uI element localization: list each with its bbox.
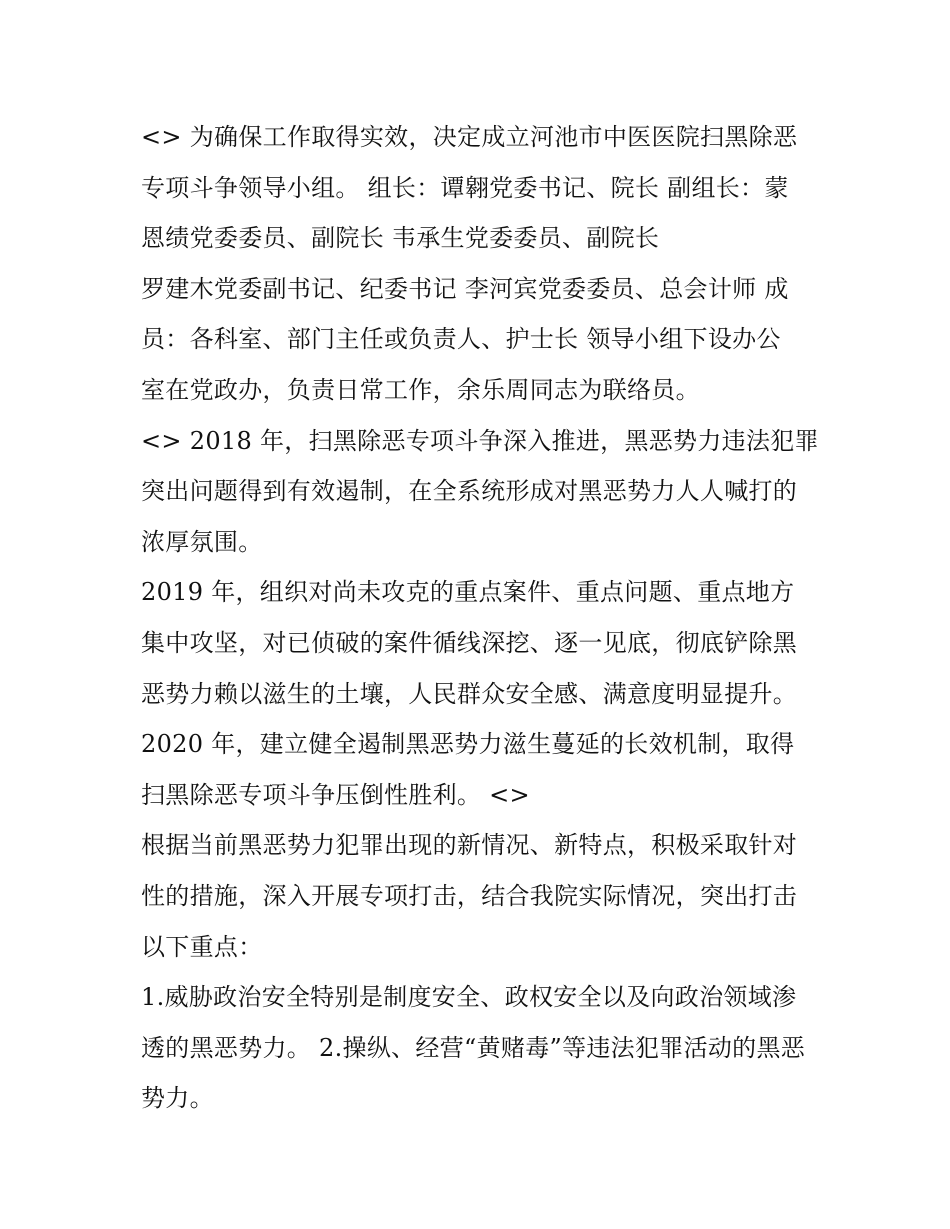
text-line: 恩绩党委委员、副院长 韦承生党委委员、副院长: [141, 224, 660, 253]
document-body: [141, 112, 821, 1124]
text-line: 性的措施，深入开展专项打击，结合我院实际情况，突出打击: [141, 881, 798, 910]
text-line: 浓厚氛围。: [141, 527, 263, 556]
text-line: 透的黑恶势力。 2.操纵、经营“黄赌毒”等违法犯罪活动的黑恶: [141, 1033, 806, 1062]
text-line: 突出问题得到有效遏制，在全系统形成对黑恶势力人人喊打的: [141, 477, 798, 506]
text-line: 员：各科室、部门主任或负责人、护士长 领导小组下设办公: [141, 325, 781, 354]
text-line: 室在党政办，负责日常工作，余乐周同志为联络员。: [141, 375, 700, 404]
text-line: 2020 年，建立健全遏制黑恶势力滋生蔓延的长效机制，取得: [141, 730, 795, 759]
text-line: <> 2018 年，扫黑除恶专项斗争深入推进，黑恶势力违法犯罪: [141, 426, 819, 455]
text-line: 扫黑除恶专项斗争压倒性胜利。 <>: [141, 780, 530, 809]
text-line: 集中攻坚，对已侦破的案件循线深挖、逐一见底，彻底铲除黑: [141, 628, 798, 657]
text-line: 以下重点：: [141, 932, 263, 961]
text-line: 罗建木党委副书记、纪委书记 李河宾党委委员、总会计师 成: [141, 274, 789, 303]
text-line: 根据当前黑恶势力犯罪出现的新情况、新特点，积极采取针对: [141, 831, 798, 860]
text-line: 1.威胁政治安全特别是制度安全、政权安全以及向政治领域渗: [141, 983, 797, 1012]
text-line: 恶势力赖以滋生的土壤，人民群众安全感、满意度明显提升。: [141, 679, 798, 708]
text-line: 势力。: [141, 1084, 214, 1113]
text-line: <> 为确保工作取得实效，决定成立河池市中医医院扫黑除恶: [141, 123, 798, 151]
text-line: 专项斗争领导小组。 组长：谭翱党委书记、院长 副组长：蒙: [141, 173, 789, 202]
text-line: 2019 年，组织对尚未攻克的重点案件、重点问题、重点地方: [141, 578, 795, 607]
